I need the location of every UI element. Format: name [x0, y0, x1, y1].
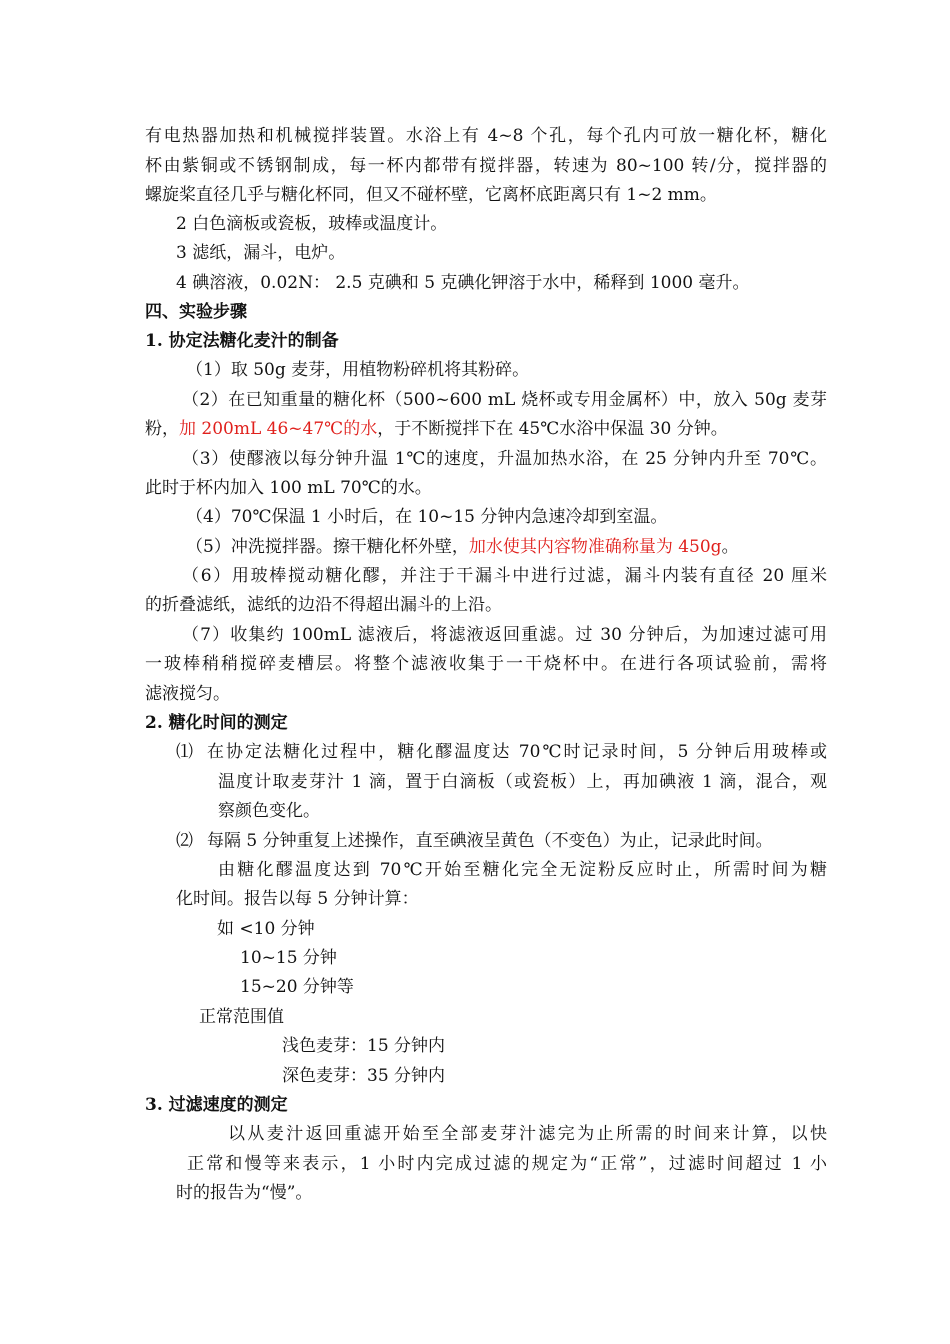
step-2-highlight: 加 200mL 46~47℃的水 [179, 419, 378, 439]
step-6-line-2: 的折叠滤纸，滤纸的边沿不得超出漏斗的上沿。 [145, 595, 502, 615]
step-7-line-1: （7）收集约 100mL 滤液后，将滤液返回重滤。过 30 分钟后，为加速过滤可用 [182, 625, 827, 645]
step-2-text-b: ，于不断搅拌下在 45℃水浴中保温 30 分钟。 [377, 419, 728, 439]
example-2: 10~15 分钟 [240, 948, 337, 968]
step-7-line-3: 滤液搅匀。 [145, 684, 230, 704]
subsection-3-heading: 3. 过滤速度的测定 [145, 1095, 288, 1115]
step-5-highlight: 加水使其内容物准确称量为 450g [468, 537, 722, 557]
item-1-line-2: 温度计取麦芽汁 1 滴，置于白滴板（或瓷板）上，再加碘液 1 滴，混合，观 [218, 772, 827, 792]
item-1-line-1: 在协定法糖化过程中，糖化醪温度达 70℃时记录时间，5 分钟后用玻棒或 [207, 742, 827, 762]
subsection-2-heading: 2. 糖化时间的测定 [145, 713, 288, 733]
equipment-item-2: 2 白色滴板或瓷板，玻棒或温度计。 [176, 214, 448, 234]
intro-line-2: 杯由紫铜或不锈钢制成，每一杯内都带有搅拌器，转速为 80~100 转/分，搅拌器的 [145, 156, 827, 176]
step-7-line-2: 一玻棒稍稍搅碎麦槽层。将整个滤液收集于一干烧杯中。在进行各项试验前，需将 [145, 654, 827, 674]
light-malt-value: 浅色麦芽：15 分钟内 [282, 1036, 446, 1056]
dark-malt-value: 深色麦芽：35 分钟内 [282, 1066, 446, 1086]
step-1: （1）取 50g 麦芽，用植物粉碎机将其粉碎。 [186, 360, 530, 380]
step-3-line-1: （3）使醪液以每分钟升温 1℃的速度，升温加热水浴，在 25 分钟内升至 70℃。 [182, 449, 827, 469]
example-1: 如 <10 分钟 [217, 919, 315, 939]
para-line-2: 化时间。报告以每 5 分钟计算： [176, 889, 419, 909]
item-2-number: ⑵ [176, 831, 193, 851]
equipment-item-3: 3 滤纸，漏斗，电炉。 [176, 243, 346, 263]
example-3: 15~20 分钟等 [240, 977, 354, 997]
step-5-text-a: （5）冲洗搅拌器。擦干糖化杯外壁， [186, 537, 469, 557]
normal-range-label: 正常范围值 [199, 1007, 284, 1027]
step-5 [186, 536, 739, 558]
item-2-line-1: 每隔 5 分钟重复上述操作，直至碘液呈黄色（不变色）为止，记录此时间。 [207, 831, 773, 851]
step-5-text-b: 。 [721, 537, 739, 557]
step-4: （4）70℃保温 1 小时后，在 10~15 分钟内急速冷却到室温。 [186, 507, 668, 527]
step-2-text-a: 粉， [145, 419, 179, 439]
intro-line-3: 螺旋桨直径几乎与糖化杯同，但又不碰杯壁，它离杯底距离只有 1~2 mm。 [145, 185, 717, 205]
intro-line-1: 有电热器加热和机械搅拌装置。水浴上有 4~8 个孔，每个孔内可放一糖化杯，糖化 [145, 126, 827, 146]
item-1-line-3: 察颜色变化。 [218, 801, 320, 821]
para-line-1: 由糖化醪温度达到 70℃开始至糖化完全无淀粉反应时止，所需时间为糖 [218, 860, 827, 880]
step-2-line-1: （2）在已知重量的糖化杯（500~600 mL 烧杯或专用金属杯）中，放入 50g 麦芽 [182, 390, 827, 410]
subsection-1-heading: 1. 协定法糖化麦汁的制备 [145, 331, 339, 351]
step-3-line-2: 此时于杯内加入 100 mL 70℃的水。 [145, 478, 432, 498]
filter-line-3: 时的报告为“慢”。 [176, 1183, 313, 1203]
filter-line-1: 以从麦汁返回重滤开始至全部麦芽汁滤完为止所需的时间来计算，以快 [228, 1124, 827, 1144]
filter-line-2: 正常和慢等来表示，1 小时内完成过滤的规定为“正常”，过滤时间超过 1 小 [187, 1154, 827, 1174]
equipment-item-4: 4 碘溶液，0.02N： 2.5 克碘和 5 克碘化钾溶于水中，稀释到 1000 毫升。 [176, 273, 750, 293]
section-heading: 四、实验步骤 [145, 302, 247, 322]
item-1-number: ⑴ [176, 742, 193, 762]
step-6-line-1: （6）用玻棒搅动糖化醪，并注于干漏斗中进行过滤，漏斗内装有直径 20 厘米 [182, 566, 827, 586]
step-2-line-2 [145, 418, 728, 440]
